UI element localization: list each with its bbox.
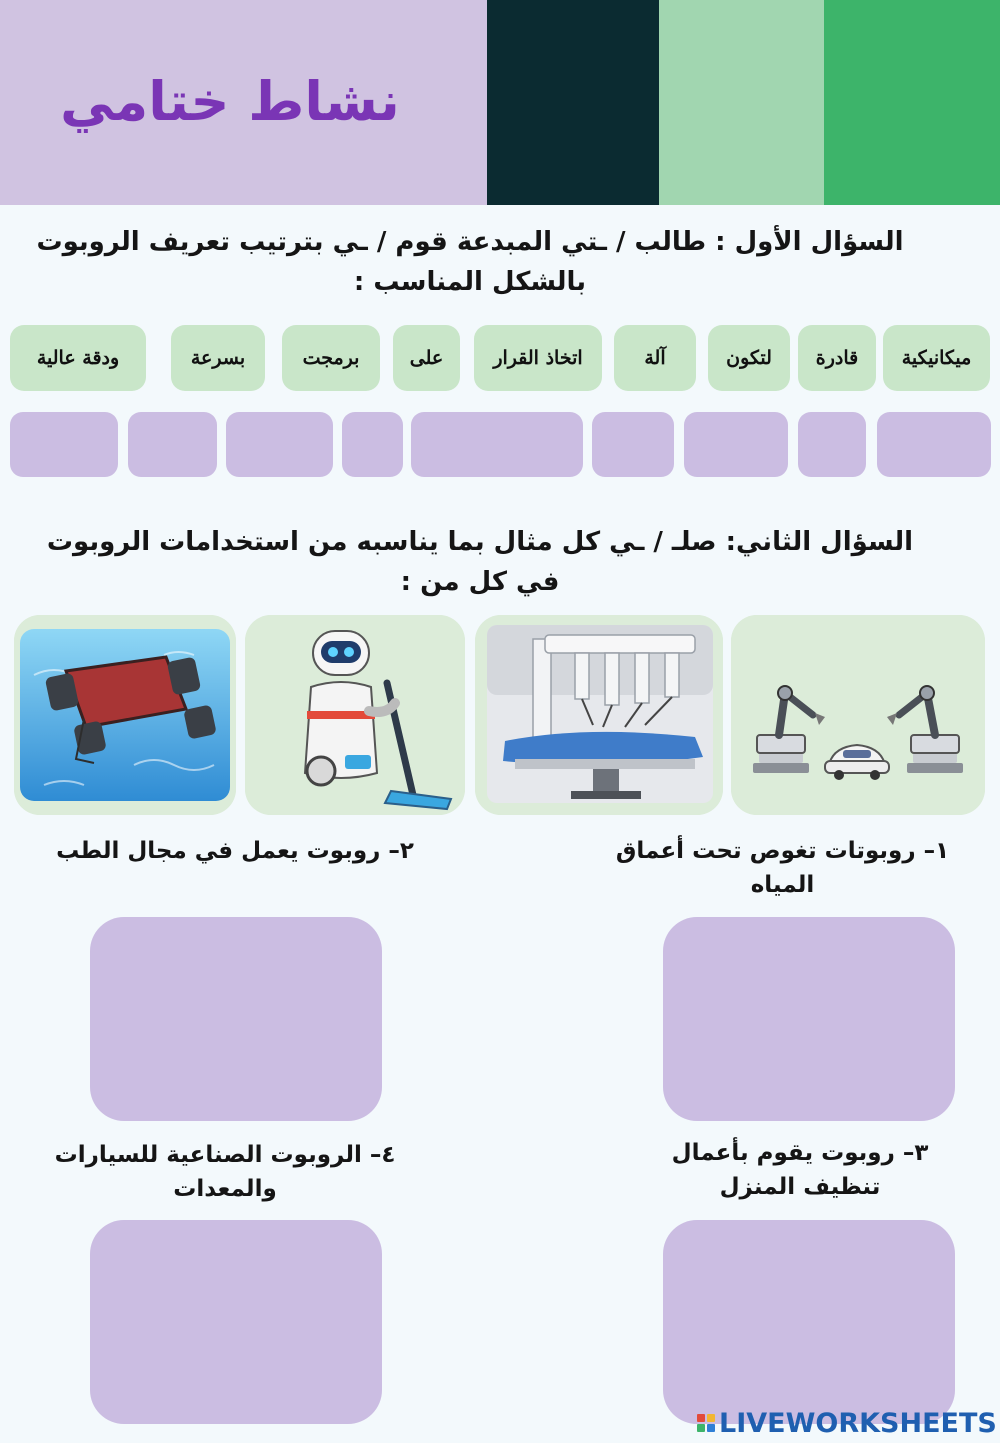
cleaning-robot-card[interactable] [245,615,465,815]
answer-slot[interactable] [10,412,118,477]
header-mint-block [659,0,824,205]
drop-zone[interactable] [663,1220,955,1424]
question2-prompt: السؤال الثاني: صلـ / ـي كل مثال بما يناسبه من استخدامات الروبوت في كل من : [46,527,914,597]
underwater-robot-card[interactable] [14,615,236,815]
item-label: ٣– روبوت يقوم بأعمال تنظيف المنزل [671,1140,929,1200]
industrial-robot-card[interactable] [731,615,985,815]
surgical-robot-photo [475,615,723,815]
page-header [0,0,1000,205]
header-dark-block [487,0,659,205]
cleaning-robot-icon [245,615,465,815]
item-label: ١– روبوتات تغوص تحت أعماق المياه [615,838,950,898]
word-tile[interactable]: بسرعة [171,325,265,391]
word-tile[interactable]: ميكانيكية [883,325,990,391]
word-tile[interactable]: على [393,325,460,391]
word-tile[interactable]: برمجت [282,325,380,391]
item-label: ٢– روبوت يعمل في مجال الطب [56,838,414,864]
header-green-block [824,0,1000,205]
answer-slot[interactable] [411,412,583,477]
word-tile[interactable]: اتخاذ القرار [474,325,602,391]
underwater-robot-photo [14,615,236,815]
question1-prompt: السؤال الأول : طالب / ـتي المبدعة قوم / ـي بترتيب تعريف الروبوت بالشكل المناسب : [36,227,904,297]
drop-zone[interactable] [90,1220,382,1424]
drop-zone[interactable] [663,917,955,1121]
answer-slot[interactable] [342,412,403,477]
brand-name: LIVEWORKSHEETS [719,1407,997,1439]
liveworksheets-branding[interactable] [697,1409,997,1437]
answer-slot[interactable] [128,412,217,477]
page-title: نشاط ختامي [60,70,400,133]
industrial-robot-arms-icon [731,615,985,815]
answer-slot[interactable] [592,412,674,477]
answer-slot[interactable] [798,412,866,477]
item-label: ٤– الروبوت الصناعية للسيارات والمعدات [54,1142,396,1202]
word-tile[interactable]: ودقة عالية [10,325,146,391]
answer-slot[interactable] [877,412,991,477]
liveworksheets-logo-icon [697,1414,715,1432]
surgical-robot-card[interactable] [475,615,723,815]
word-tile[interactable]: قادرة [798,325,876,391]
drop-zone[interactable] [90,917,382,1121]
answer-slot[interactable] [226,412,333,477]
word-tile[interactable]: آلة [614,325,696,391]
word-tile[interactable]: لتكون [708,325,790,391]
answer-slot[interactable] [684,412,788,477]
